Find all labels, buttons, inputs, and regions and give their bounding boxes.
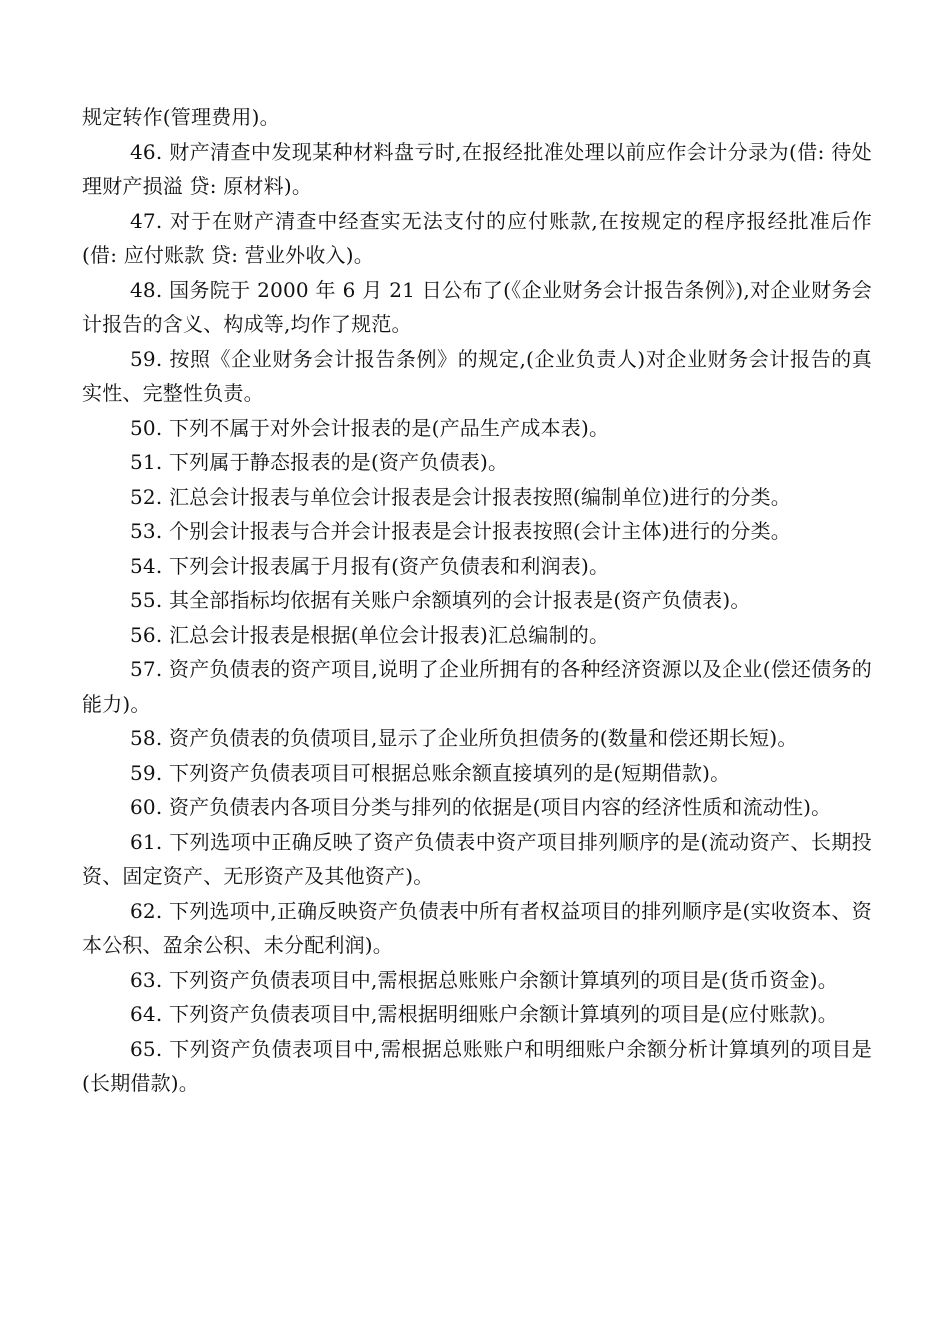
question-59-a: 59. 按照《企业财务会计报告条例》的规定,(企业负责人)对企业财务会计报告的真实性、完整性负责。	[82, 346, 872, 405]
question-48: 48. 国务院于 2000 年 6 月 21 日公布了(《企业财务会计报告条例》),对企业财务会计报告的含义、构成等,均作了规范。	[82, 277, 872, 336]
question-62: 62. 下列选项中,正确反映资产负债表中所有者权益项目的排列顺序是(实收资本、资本公积、盈余公积、未分配利润)。	[82, 898, 872, 957]
question-61: 61. 下列选项中正确反映了资产负债表中资产项目排列顺序的是(流动资产、长期投资、固定资产、无形资产及其他资产)。	[82, 829, 872, 888]
question-50: 50. 下列不属于对外会计报表的是(产品生产成本表)。	[130, 415, 610, 440]
question-55: 55. 其全部指标均依据有关账户余额填列的会计报表是(资产负债表)。	[130, 588, 751, 612]
question-47: 47. 对于在财产清查中经查实无法支付的应付账款,在按规定的程序报经批准后作(借: 应付账款 贷: 营业外收入)。	[82, 208, 872, 267]
question-53: 53. 个别会计报表与合并会计报表是会计报表按照(会计主体)进行的分类。	[130, 519, 791, 543]
question-52: 52. 汇总会计报表与单位会计报表是会计报表按照(编制单位)进行的分类。	[130, 484, 791, 509]
question-56: 56. 汇总会计报表是根据(单位会计报表)汇总编制的。	[130, 622, 610, 647]
paragraph-continuation: 规定转作(管理费用)。	[82, 105, 280, 129]
question-54: 54. 下列会计报表属于月报有(资产负债表和利润表)。	[130, 553, 610, 578]
question-57: 57. 资产负债表的资产项目,说明了企业所拥有的各种经济资源以及企业(偿还债务的能力)。	[82, 657, 872, 716]
question-60: 60. 资产负债表内各项目分类与排列的依据是(项目内容的经济性质和流动性)。	[130, 795, 832, 819]
question-59-b: 59. 下列资产负债表项目可根据总账余额直接填列的是(短期借款)。	[130, 760, 731, 785]
document-page	[82, 100, 872, 1101]
question-51: 51. 下列属于静态报表的是(资产负债表)。	[130, 450, 509, 474]
question-65: 65. 下列资产负债表项目中,需根据总账账户和明细账户余额分析计算填列的项目是(长期借款)。	[82, 1036, 872, 1095]
question-63: 63. 下列资产负债表项目中,需根据总账账户余额计算填列的项目是(货币资金)。	[130, 967, 838, 992]
question-46: 46. 财产清查中发现某种材料盘亏时,在报经批准处理以前应作会计分录为(借: 待处理财产损溢 贷: 原材料)。	[82, 139, 872, 198]
question-58: 58. 资产负债表的负债项目,显示了企业所负担债务的(数量和偿还期长短)。	[130, 726, 798, 750]
question-64: 64. 下列资产负债表项目中,需根据明细账户余额计算填列的项目是(应付账款)。	[130, 1002, 838, 1026]
